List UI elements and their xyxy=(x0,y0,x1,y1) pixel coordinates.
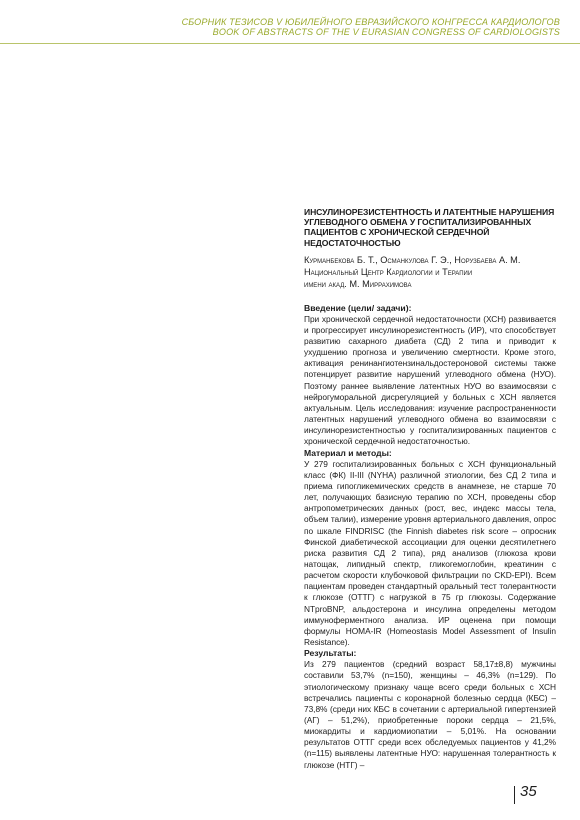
results-heading: Результаты: xyxy=(304,648,357,659)
page-number: 35 xyxy=(520,783,537,800)
authors-line: Курманбекова Б. Т., Османкулова Г. Э., Норузбаева А. М. xyxy=(304,254,521,265)
intro-heading: Введение (цели/ задачи): xyxy=(304,302,412,313)
abstract-title: ИНСУЛИНОРЕЗИСТЕНТНОСТЬ И ЛАТЕНТНЫЕ НАРУШЕНИЯ УГЛЕВОДНОГО ОБМЕНА У ГОСПИТАЛИЗИРОВАННЫХ ПАЦИЕНТОВ С ХРОНИЧЕСКОЙ СЕРДЕЧНОЙ НЕДОСТАТОЧНОСТЬЮ xyxy=(304,207,555,248)
affiliation-line-1: Национальный Центр Кардиологии и Терапии xyxy=(304,267,473,278)
page-number-divider xyxy=(514,786,515,804)
abstract-article xyxy=(304,207,556,771)
header-line-ru: СБОРНИК ТЕЗИСОВ V ЮБИЛЕЙНОГО ЕВРАЗИЙСКОГО КОНГРЕССА КАРДИОЛОГОВ xyxy=(181,17,560,27)
affiliation xyxy=(304,266,556,291)
intro-paragraph: При хронической сердечной недостаточности (ХСН) развивается и прогрессирует инсулинорезистентность (ИР), что способствует развитию сахарного диабета (СД) 2 типа и приводит к ухудшению прогноза и увеличению смертности. Кроме этого, активация ренинангиотензинальдостероновой системы также потенцирует развитие нарушений углеводного обмена (НУО). Поэтому раннее выявление латентных НУО во взаимосвязи с нейрогуморальной дисрегуляцией у больных с ХСН является актуальным. Цель исследования: изучение распространенности латентных нарушений углеводного обмена во взаимосвязи с инсулинорезистентностью у госпитализированных пациентов с хронической сердечной недостаточностью. xyxy=(304,313,556,447)
affiliation-line-2: имени акад. М. Миррахимова xyxy=(304,279,412,290)
methods-heading: Материал и методы: xyxy=(304,447,392,458)
header-line-en: BOOK OF ABSTRACTS OF THE V EURASIAN CONGRESS OF CARDIOLOGISTS xyxy=(212,27,560,37)
methods-paragraph: У 279 госпитализированных больных с ХСН функциональный класс (ФК) II-III (NYHA) различной этиологии, без СД 2 типа и приема гипогликемических средств в анамнезе, не старше 70 лет, получающих базисную терапию по ХСН, проведены сбор антропометрических данных (рост, вес, индекс массы тела, объем талии), измерение уровня артериального давления, опрос по шкале FINDRISC (the Finnish diabetes risk score – опросник Финской диабетической ассоциации для оценки десятилетнего риска развития СД 2 типа), ряд анализов (глюкоза крови натощак, липидный спектр, гликогемоглобин, креатинин с расчетом скорости клубочковой фильтрации по CKD-EPI). Всем пациентам проведен стандартный оральный тест толерантности к глюкозе (ОТТГ) с нагрузкой в 75 гр глюкозы. Содержание NTproBNP, альдостерона и инсулина определены методом иммуноферментного анализа. ИР оценена при помощи формулы HOMA-IR (Homeostasis Model Assessment of Insulin Resistance). xyxy=(304,458,556,648)
header-divider xyxy=(0,43,580,44)
results-paragraph: Из 279 пациентов (средний возраст 58,17±8,8) мужчины составили 53,7% (n=150), женщины – 46,3% (n=129). По этиологическому признаку чаще всего среди больных с ХСН встречались пациенты с коронарной болезнью сердца (КБС) – 73,8% (среди них КБС в сочетании с артериальной гипертензией (АГ) – 51,2%), приобретенные пороки сердца – 21,5%, миокардиты и кардиомиопатии – 5,01%. На основании результатов ОТТГ среди всех обследуемых пациентов у 41,2% (n=115) выявлены латентные НУО: нарушенная толерантность к глюкозе (НТГ) – xyxy=(304,659,556,770)
running-header xyxy=(20,17,560,37)
